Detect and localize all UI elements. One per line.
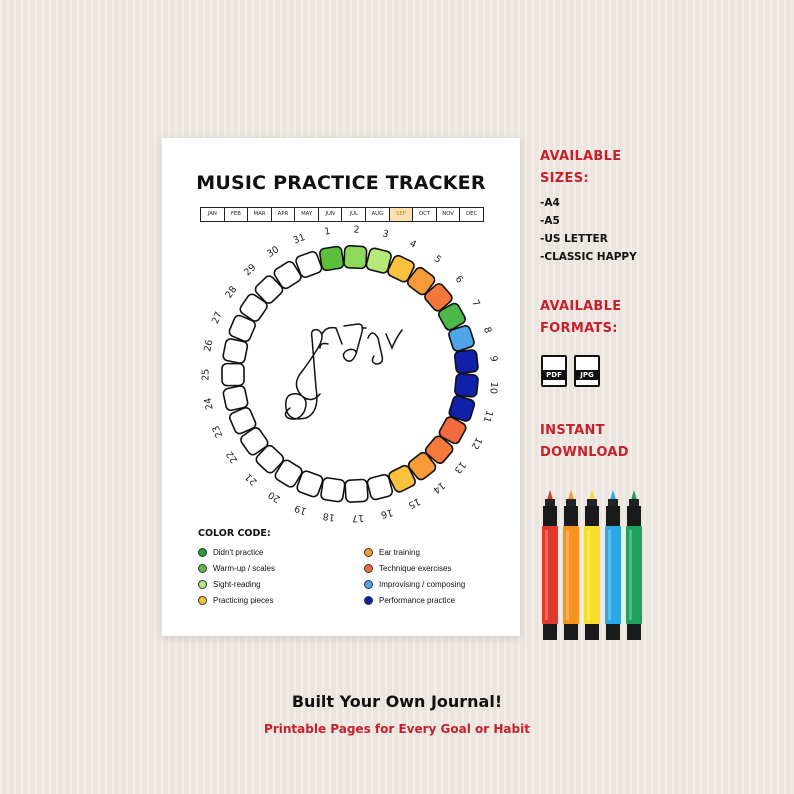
sizes-heading-line2: SIZES: <box>540 171 589 186</box>
day-number-30: 30 <box>265 244 282 261</box>
pdf-label: PDF <box>541 370 567 380</box>
month-cell-aug: AUG <box>366 208 390 221</box>
legend-label: Technique exercises <box>379 564 452 573</box>
day-number-29: 29 <box>242 261 259 279</box>
day-number-25: 25 <box>200 368 212 381</box>
instant-line2: DOWNLOAD <box>540 445 629 460</box>
size-item: -CLASSIC HAPPY <box>540 251 637 263</box>
month-cell-dec: DEC <box>466 211 478 217</box>
marker-icon <box>542 490 558 640</box>
day-number-6: 6 <box>452 273 465 286</box>
month-cell-may: MAY <box>295 208 319 221</box>
day-box-10 <box>454 373 478 397</box>
marker-icon <box>563 490 579 640</box>
day-dial <box>162 138 520 528</box>
legend-item <box>364 580 465 589</box>
day-number-18: 18 <box>322 510 336 523</box>
day-number-5: 5 <box>431 253 444 266</box>
color-code-title: COLOR CODE: <box>198 528 271 539</box>
tracker-title: MUSIC PRACTICE TRACKER <box>196 172 486 194</box>
instant-line1: INSTANT <box>540 423 605 438</box>
day-number-8: 8 <box>481 325 494 335</box>
formats-heading-line2: FORMATS: <box>540 321 618 336</box>
legend-item <box>198 580 261 589</box>
sizes-section <box>540 146 637 266</box>
day-number-26: 26 <box>202 338 216 353</box>
month-cell-feb: FEB <box>225 208 249 221</box>
day-number-13: 13 <box>451 459 468 476</box>
legend-label: Improvising / composing <box>379 580 466 589</box>
legend-label: Sight-reading <box>213 580 261 589</box>
legend-item <box>198 564 275 573</box>
sizes-heading-line1: AVAILABLE <box>540 149 622 164</box>
footer-headline: Built Your Own Journal! <box>291 692 503 711</box>
day-number-10: 10 <box>487 381 500 395</box>
legend-color-dot <box>198 548 207 557</box>
legend-label: Ear training <box>379 548 420 557</box>
day-box-16 <box>366 474 393 501</box>
day-box-24 <box>222 385 248 411</box>
day-number-15: 15 <box>406 495 422 511</box>
legend-color-dot <box>364 580 373 589</box>
markers-illustration <box>536 484 656 654</box>
legend-color-dot <box>198 580 207 589</box>
jpg-label: JPG <box>574 370 600 380</box>
day-number-21: 21 <box>243 470 260 488</box>
jpg-file-icon <box>574 355 600 387</box>
day-number-28: 28 <box>223 284 240 301</box>
day-number-17: 17 <box>351 511 365 524</box>
day-number-2: 2 <box>353 224 360 236</box>
day-number-27: 27 <box>209 310 225 326</box>
marker-icon <box>605 490 621 640</box>
day-box-25 <box>222 364 244 386</box>
legend-label: Practicing pieces <box>213 596 274 605</box>
legend-item <box>198 596 273 605</box>
day-number-31: 31 <box>291 231 307 247</box>
day-number-4: 4 <box>407 238 418 251</box>
footer-subline: Printable Pages for Every Goal or Habit <box>264 722 530 736</box>
day-number-16: 16 <box>379 506 395 521</box>
day-number-14: 14 <box>430 479 447 496</box>
legend-color-dot <box>364 596 373 605</box>
legend-label: Warm-up / scales <box>213 564 275 573</box>
day-number-3: 3 <box>381 228 390 241</box>
legend-item <box>364 596 455 605</box>
day-number-12: 12 <box>468 435 484 452</box>
day-number-19: 19 <box>293 502 309 517</box>
day-box-18 <box>320 477 345 502</box>
size-item: -A4 <box>540 197 560 209</box>
month-cell-nov: NOV <box>437 208 461 221</box>
day-box-2 <box>344 246 367 269</box>
day-number-11: 11 <box>480 409 495 424</box>
formats-heading-line1: AVAILABLE <box>540 299 622 314</box>
month-cell-jun: JUN <box>319 208 343 221</box>
legend-item <box>364 548 420 557</box>
legend-label: Didn't practice <box>213 548 264 557</box>
day-number-20: 20 <box>266 488 283 505</box>
marker-icon <box>584 490 600 640</box>
music-notes-doodle-icon <box>285 324 402 419</box>
day-number-7: 7 <box>469 298 482 309</box>
pdf-file-icon <box>541 355 567 387</box>
month-cell-apr: APR <box>272 208 296 221</box>
month-cell-oct: OCT <box>413 208 437 221</box>
legend-label: Performance practice <box>379 596 456 605</box>
instant-download-section <box>540 420 629 464</box>
month-cell-jan: JAN <box>201 208 225 221</box>
legend-color-dot <box>364 564 373 573</box>
legend-color-dot <box>198 564 207 573</box>
day-number-9: 9 <box>487 355 499 363</box>
legend-item <box>198 548 263 557</box>
month-cell-sep: SEP <box>390 208 414 221</box>
day-number-22: 22 <box>224 448 241 465</box>
formats-section <box>540 296 621 340</box>
day-box-9 <box>454 349 478 373</box>
tracker-sheet <box>162 138 520 636</box>
legend-item <box>364 564 451 573</box>
sizes-list <box>540 194 637 266</box>
day-box-17 <box>345 479 368 502</box>
day-number-23: 23 <box>210 423 226 440</box>
day-box-1 <box>319 246 344 271</box>
marker-icon <box>626 490 642 640</box>
month-cell-jul: JUL <box>342 208 366 221</box>
month-cell-mar: MAR <box>248 208 272 221</box>
legend-color-dot <box>364 548 373 557</box>
day-number-1: 1 <box>323 225 332 238</box>
day-number-24: 24 <box>202 396 216 411</box>
size-item: -US LETTER <box>540 233 608 245</box>
legend-color-dot <box>198 596 207 605</box>
size-item: -A5 <box>540 215 560 227</box>
